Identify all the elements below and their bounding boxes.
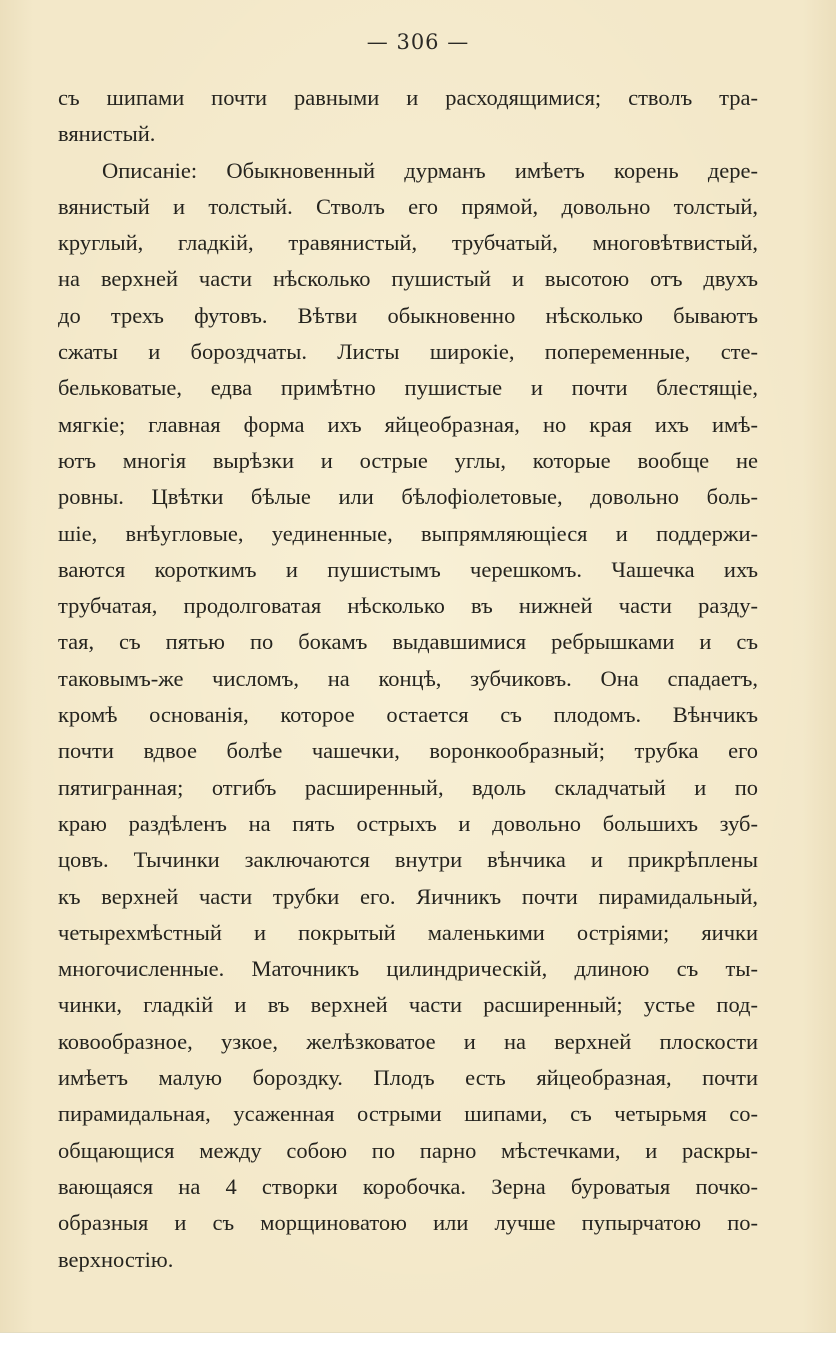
text-line: ковообразное, узкое, желѣзковатое и на верхней плоскости <box>58 1028 758 1054</box>
text-line: вянистый. <box>58 121 156 147</box>
text-line: ровны. Цвѣтки бѣлые или бѣлофіолетовые, довольно боль- <box>58 484 758 510</box>
text-line: круглый, гладкій, травянистый, трубчатый, многовѣтвистый, <box>58 230 758 256</box>
page-number: — 306 — <box>366 30 470 54</box>
text-line: многочисленные. Маточникъ цилиндрическій, длиною съ ты- <box>58 956 758 982</box>
text-line: ваются короткимъ и пушистымъ черешкомъ. Чашечка ихъ <box>58 556 758 582</box>
text-line: вянистый и толстый. Стволъ его прямой, довольно толстый, <box>58 193 758 219</box>
text-line: до трехъ футовъ. Вѣтви обыкновенно нѣсколько бываютъ <box>58 302 758 328</box>
text-line: съ шипами почти равными и расходящимися; стволъ тра- <box>58 85 758 110</box>
text-line: бельковатые, едва примѣтно пушистые и почти блестящіе, <box>58 375 758 401</box>
text-line: шіе, внѣугловые, уединенные, выпрямляющіеся и поддержи- <box>58 520 758 546</box>
text-line: образныя и съ морщиноватою или лучше пупырчатою по- <box>58 1210 758 1236</box>
text-line: тая, съ пятью по бокамъ выдавшимися ребрышками и съ <box>58 629 758 655</box>
text-line: общающися между собою по парно мѣстечками, и раскры- <box>58 1137 758 1163</box>
body-text <box>58 80 758 1278</box>
text-line: трубчатая, продолговатая нѣсколько въ нижней части разду- <box>58 593 758 619</box>
text-line: имѣетъ малую бороздку. Плодъ есть яйцеобразная, почти <box>58 1065 758 1091</box>
text-line: къ верхней части трубки его. Яичникъ почти пирамидальный, <box>58 883 758 909</box>
text-line: ютъ многія вырѣзки и острые углы, которые вообще не <box>58 447 758 473</box>
text-line: верхностію. <box>58 1246 174 1272</box>
text-line: мягкіе; главная форма ихъ яйцеобразная, но края ихъ имѣ- <box>58 411 758 437</box>
text-line: таковымъ-же числомъ, на концѣ, зубчиковъ. Она спадаетъ, <box>58 665 758 691</box>
text-line: пятигранная; отгибъ расширенный, вдоль складчатый и по <box>58 774 758 800</box>
text-line: четырехмѣстный и покрытый маленькими остріями; яички <box>58 919 758 945</box>
text-line: на верхней части нѣсколько пушистый и высотою отъ двухъ <box>58 266 758 292</box>
text-line: почти вдвое болѣе чашечки, воронкообразный; трубка его <box>58 738 758 764</box>
text-line: чинки, гладкій и въ верхней части расширенный; устье под- <box>58 992 758 1018</box>
text-line: кромѣ основанія, которое остается съ плодомъ. Вѣнчикъ <box>58 702 758 728</box>
text-line: сжаты и бороздчаты. Листы широкіе, попеременные, сте- <box>58 339 758 365</box>
page-bottom-edge <box>0 1332 836 1350</box>
text-line: Описаніе: Обыкновенный дурманъ имѣетъ корень дере- <box>102 157 758 183</box>
text-line: цовъ. Тычинки заключаются внутри вѣнчика и прикрѣплены <box>58 847 758 873</box>
text-line: краю раздѣленъ на пять острыхъ и довольно большихъ зуб- <box>58 810 758 836</box>
text-line: вающаяся на 4 створки коробочка. Зерна буроватыя почко- <box>58 1173 758 1199</box>
text-line: пирамидальная, усаженная острыми шипами, съ четырьмя со- <box>58 1101 758 1127</box>
